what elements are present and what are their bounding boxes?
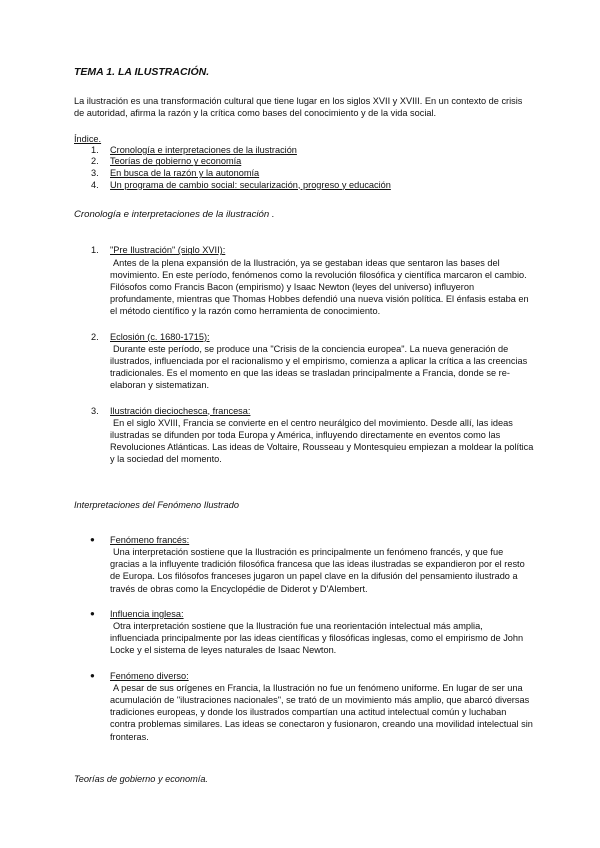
chronology-item [74, 331, 534, 392]
document-title: TEMA 1. LA ILUSTRACIÓN. [74, 66, 210, 78]
interpretation-item [74, 534, 534, 595]
intro-paragraph: La ilustración es una transformación cultural que tiene lugar en los siglos XVII y XVIII. En un contexto de crisis de autoridad, afirma la razón y la crítica como bases del conocimiento y de la vida social. [74, 96, 523, 119]
item-label: "Pre Ilustración" (siglo XVII): [110, 245, 226, 256]
section-heading-teorias: Teorías de gobierno y economía. [74, 773, 208, 784]
section-heading-cronologia: Cronología e interpretaciones de la ilustración . [74, 209, 275, 221]
index-item [74, 145, 534, 157]
bullet-icon: ● [90, 608, 95, 618]
index-title: Índice. [74, 133, 102, 144]
item-body [110, 405, 534, 466]
item-body [110, 331, 534, 392]
index-number: 2. [91, 156, 99, 167]
index-link-teorias[interactable]: Teorías de gobierno y economía [110, 156, 242, 167]
index-link-cambio-social[interactable]: Un programa de cambio social: secularización, progreso y educación [110, 179, 391, 190]
interpretation-item [74, 670, 534, 743]
item-body [110, 244, 534, 317]
item-body [110, 608, 534, 657]
index-number: 1. [91, 144, 99, 155]
item-number: 3. [91, 405, 99, 416]
index-link-cronologia[interactable]: Cronología e interpretaciones de la ilustración [110, 144, 297, 155]
bullet-icon: ● [90, 670, 95, 680]
item-text: En el siglo XVIII, Francia se convierte en el centro neurálgico del movimiento. Desde allí, las ideas ilustradas se difunden por toda Europa y América, influyendo directamente en eventos como las Revoluciones Atlánticas. Las ideas de Voltaire, Rousseau y Montesquieu empiezan a moldear la política y la sociedad del momento. [110, 417, 534, 465]
item-label: Influencia inglesa: [110, 608, 184, 619]
item-text: Durante este período, se produce una "Crisis de la conciencia europea". La nueva generación de ilustrados, influenciada por el racionalismo y el empirismo, comienza a aplicar la crítica a las creencias tradicionales. Es el momento en que las ideas se trasladan principalmente a Francia, donde se re-elaboran y sistematizan. [110, 343, 528, 391]
document-page [74, 66, 534, 808]
item-label: Eclosión (c. 1680-1715): [110, 331, 210, 342]
index-item [74, 156, 534, 168]
item-body [110, 534, 534, 595]
chronology-item [74, 405, 534, 466]
bullet-icon: ● [90, 534, 95, 544]
item-label: Ilustración dieciochesca, francesa: [110, 405, 251, 416]
chronology-list [74, 244, 534, 465]
interpretations-list [74, 534, 534, 743]
section-heading-interpretaciones: Interpretaciones del Fenómeno Ilustrado [74, 499, 239, 510]
chronology-item [74, 244, 534, 317]
item-label: Fenómeno diverso: [110, 670, 189, 681]
item-text: Una interpretación sostiene que la Ilustración es principalmente un fenómeno francés, y que fue gracias a la influyente tradición filosófica francesa que las ideas ilustradas se expandieron por el resto de Europa. Los filósofos franceses jugaron un papel clave en la difusión del pensamiento ilustrado a través de obras como la Encyclopédie de Diderot y D'Alembert. [110, 547, 525, 594]
item-text: Otra interpretación sostiene que la Ilustración fue una reorientación intelectual más amplia, influenciada principalmente por las ideas científicas y filosóficas inglesas, como el empirismo de John Locke y el sistema de leyes naturales de Isaac Newton. [110, 621, 524, 656]
interpretation-item [74, 608, 534, 657]
index-list [74, 145, 534, 191]
index-number: 4. [91, 179, 99, 190]
index-item [74, 168, 534, 180]
item-number: 1. [91, 245, 99, 256]
index-item [74, 180, 534, 192]
item-text: A pesar de sus orígenes en Francia, la Ilustración no fue un fenómeno uniforme. En lugar de ser una acumulación de "ilustraciones nacionales", se trató de un movimiento más amplio, que abarcó diversas tradiciones europeas, y donde los ilustrados compartían una actitud intelectual común y luchaban contra problemas similares. Las ideas se conectaron y fusionaron, creando una movilidad intelectual sin fronteras. [110, 682, 533, 742]
item-number: 2. [91, 331, 99, 342]
item-body [110, 670, 534, 743]
item-label: Fenómeno francés: [110, 534, 190, 545]
index-link-razon[interactable]: En busca de la razón y la autonomía [110, 168, 260, 178]
index-number: 3. [91, 168, 99, 178]
item-text: Antes de la plena expansión de la Ilustración, ya se gestaban ideas que sentaron las bases del movimiento. En este período, fenómenos como la revolución filosófica y científica marcaron el cambio. Filósofos como Francis Bacon (empirismo) y Isaac Newton (leyes del universo) influyeron profundamente, mientras que Thomas Hobbes defendió una nueva visión política. El énfasis estaba en el método científico y la razón como herramienta de conocimiento. [110, 257, 529, 317]
